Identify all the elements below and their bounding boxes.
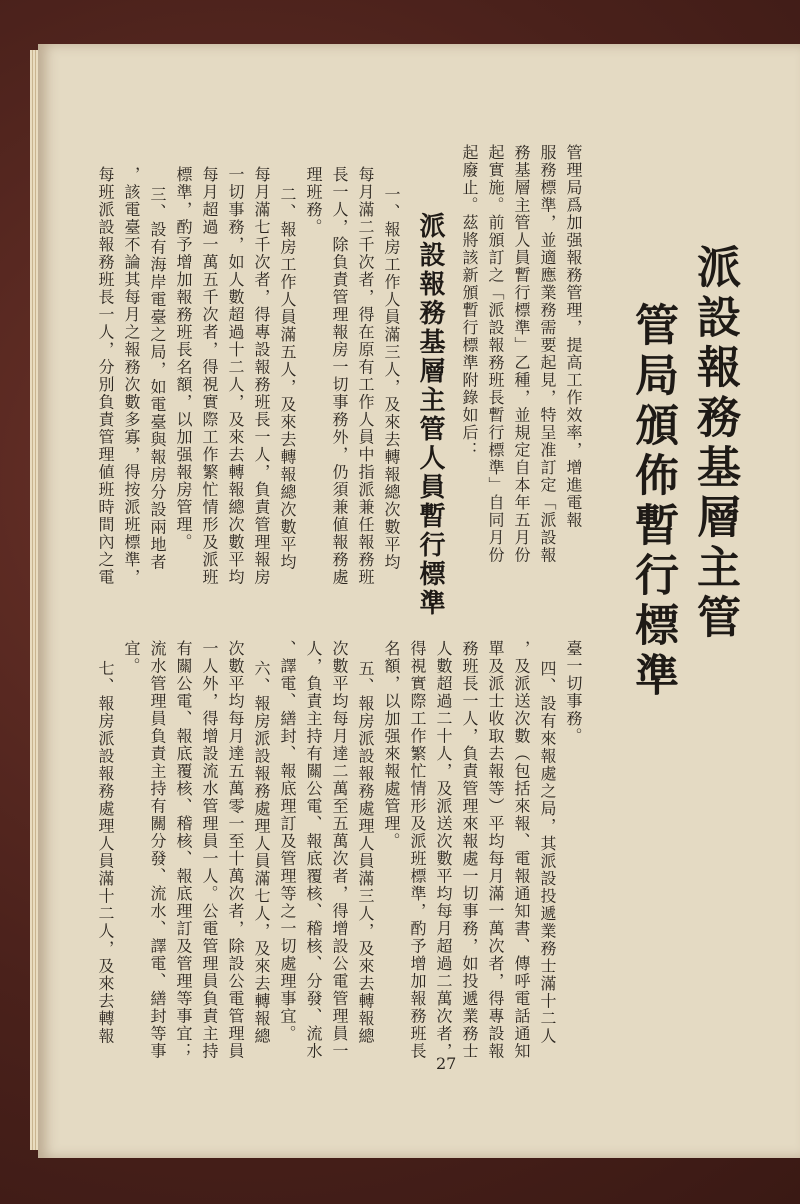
body-line: 理班務。 — [304, 166, 323, 236]
body-line: 名額，以加强來報處管理。 — [382, 640, 401, 850]
section-subtitle: 派設報務基層主管人員暫行標準 — [415, 212, 445, 618]
title-line-1: 派設報務基層主管 — [689, 244, 740, 644]
body-line: ，及派送次數（包括來報、電報通知書、傳呼電話通知 — [512, 640, 531, 1060]
body-line: 次數平均每月達二萬至五萬次者，得增設公電管理員一 — [330, 640, 349, 1060]
body-line: 七、報房派設報務處理人員滿十二人，及來去轉報 — [96, 660, 115, 1045]
body-line: 人數超過二十人，及派送次數平均每月超過二萬次者， — [434, 640, 453, 1060]
title-line-2: 管局頒佈暫行標準 — [627, 302, 678, 702]
book-page — [38, 44, 800, 1158]
body-line: 、譯電、繕封、報底理訂及管理等之一切處理事宜。 — [278, 640, 297, 1043]
body-line: 四、設有來報處之局，其派設投遞業務士滿十二人 — [538, 660, 557, 1045]
intro-line: 務基層主管人員暫行標準」乙種，並規定自本年五月份 — [512, 144, 531, 564]
body-line: 每月滿二千次者，得在原有工作人員中指派兼任報務班 — [356, 166, 375, 586]
intro-line: 管理局爲加强報務管理，提高工作效率，增進電報 — [564, 144, 583, 529]
body-line: 宜。 — [122, 640, 141, 675]
body-line: 五、報房派設報務處理人員滿三人，及來去轉報總 — [356, 660, 375, 1045]
body-line: 每班派設報務班長一人，分別負責管理値班時間內之電 — [96, 166, 115, 586]
page-number: 27 — [436, 1054, 457, 1073]
body-line: 臺一切事務。 — [564, 640, 583, 745]
body-line: 次數平均每月達五萬零一至十萬次者，除設公電管理員 — [226, 640, 245, 1060]
body-line: 二、報房工作人員滿五人，及來去轉報總次數平均 — [278, 186, 297, 571]
body-line: 務班長一人，負責管理來報處一切事務，如投遞業務士 — [460, 640, 479, 1060]
body-line: 流水管理員負責主持有關分發、流水、譯電、繕封等事 — [148, 640, 167, 1060]
body-line: 有關公電、報底覆核、稽核、報底理訂及管理等事宜； — [174, 640, 193, 1060]
body-line: 單及派士收取去報等）平均每月滿一萬次者，得專設報 — [486, 640, 505, 1060]
body-line: 人，負責主持有關公電、報底覆核、稽核、分發、流水 — [304, 640, 323, 1060]
body-line: 每月滿七千次者，得專設報務班長一人，負責管理報房 — [252, 166, 271, 586]
body-line: 長一人，除負責管理報房一切事務外，仍須兼値報務處 — [330, 166, 349, 586]
body-line: 六、報房派設報務處理人員滿七人，及來去轉報總 — [252, 660, 271, 1045]
body-line: 一人外，得增設流水管理員一人。公電管理員負責主持 — [200, 640, 219, 1060]
body-line: 得視實際工作繁忙情形及派班標準，酌予增加報務班長 — [408, 640, 427, 1060]
body-line: 三、設有海岸電臺之局，如電臺與報房分設兩地者 — [148, 186, 167, 571]
intro-line: 起廢止。茲將該新頒暫行標準附錄如后： — [460, 144, 479, 459]
body-line: 一、報房工作人員滿三人，及來去轉報總次數平均 — [382, 186, 401, 571]
body-line: 標準，酌予增加報務班長名額，以加强報房管理。 — [174, 166, 193, 551]
intro-line: 服務標準，並適應業務需要起見，特呈准訂定「派設報 — [538, 144, 557, 564]
intro-line: 起實施。前頒訂之「派設報務班長暫行標準」自同月份 — [486, 144, 505, 564]
body-line: 一切事務，如人數超過十二人，及來去轉報總次數平均 — [226, 166, 245, 586]
body-line: 每月超過一萬五千次者，得視實際工作繁忙情形及派班 — [200, 166, 219, 586]
body-line: ，該電臺不論其每月之報務次數多寡，得按派班標準， — [122, 166, 141, 586]
